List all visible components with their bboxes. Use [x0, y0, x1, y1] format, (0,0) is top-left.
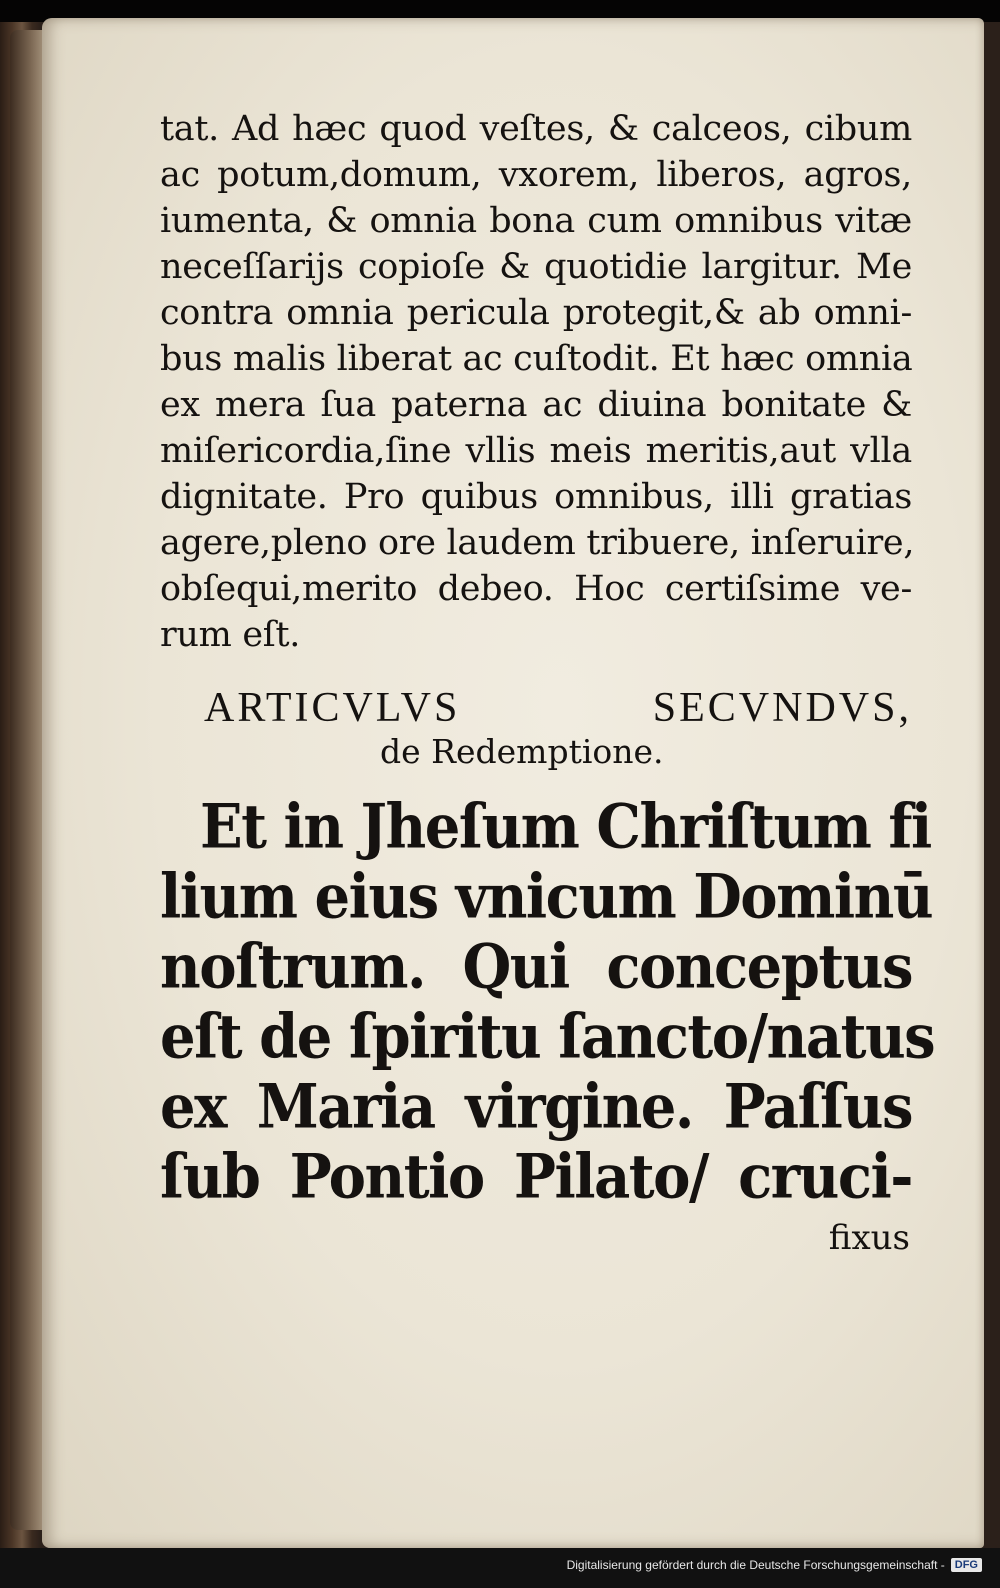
dfg-logo-icon: DFG — [951, 1558, 982, 1572]
creed-line: noſtrum. Qui conceptus — [160, 931, 912, 1003]
creed-line: eſt de ſpiritu ſancto/natus — [160, 1001, 935, 1073]
article-heading: ARTICVLVS SECVNDVS, — [204, 685, 912, 731]
creed-text — [160, 791, 935, 1213]
catchword: fixus — [828, 1218, 910, 1258]
body-line: agere,pleno ore laudem tribuere, inſeruire, — [160, 523, 915, 563]
body-line: ac potum,domum, vxorem, liberos, agros, — [160, 155, 912, 195]
creed-line: lium eius vnicum Dominū — [160, 861, 933, 933]
digitization-credit — [567, 1553, 982, 1577]
credit-text: Digitalisierung gefördert durch die Deutsche Forschungsgemeinschaft - — [566, 1558, 945, 1572]
body-paragraph — [160, 106, 915, 658]
body-line: miſericordia,ſine vllis meis meritis,aut vlla — [160, 431, 912, 471]
creed-line: ſub Pontio Pilato/ cruci- — [160, 1141, 912, 1213]
page-text — [160, 106, 935, 1260]
creed-line: Et in Jheſum Chriſtum fi — [200, 791, 931, 863]
article-subheading: de Redemptione. — [380, 732, 664, 771]
body-line: rum eſt. — [160, 615, 301, 655]
body-line: ex mera ſua paterna ac diuina bonitate & — [160, 385, 912, 425]
body-line: dignitate. Pro quibus omnibus, illi gratias — [160, 477, 912, 517]
body-line: neceſſarijs copioſe & quotidie largitur. Me — [160, 247, 912, 287]
body-line: tat. Ad hæc quod veſtes, & calceos, cibum — [160, 109, 912, 149]
book-spine-edge — [10, 30, 44, 1530]
body-line: bus malis liberat ac cuſtodit. Et hæc omnia — [160, 339, 913, 379]
body-line: iumenta, & omnia bona cum omnibus vitæ — [160, 201, 912, 241]
body-line: obſequi,merito debeo. Hoc certiſsime ve- — [160, 569, 912, 609]
body-line: contra omnia pericula protegit,& ab omni- — [160, 293, 912, 333]
creed-line: ex Maria virgine. Paſſus — [160, 1071, 912, 1143]
